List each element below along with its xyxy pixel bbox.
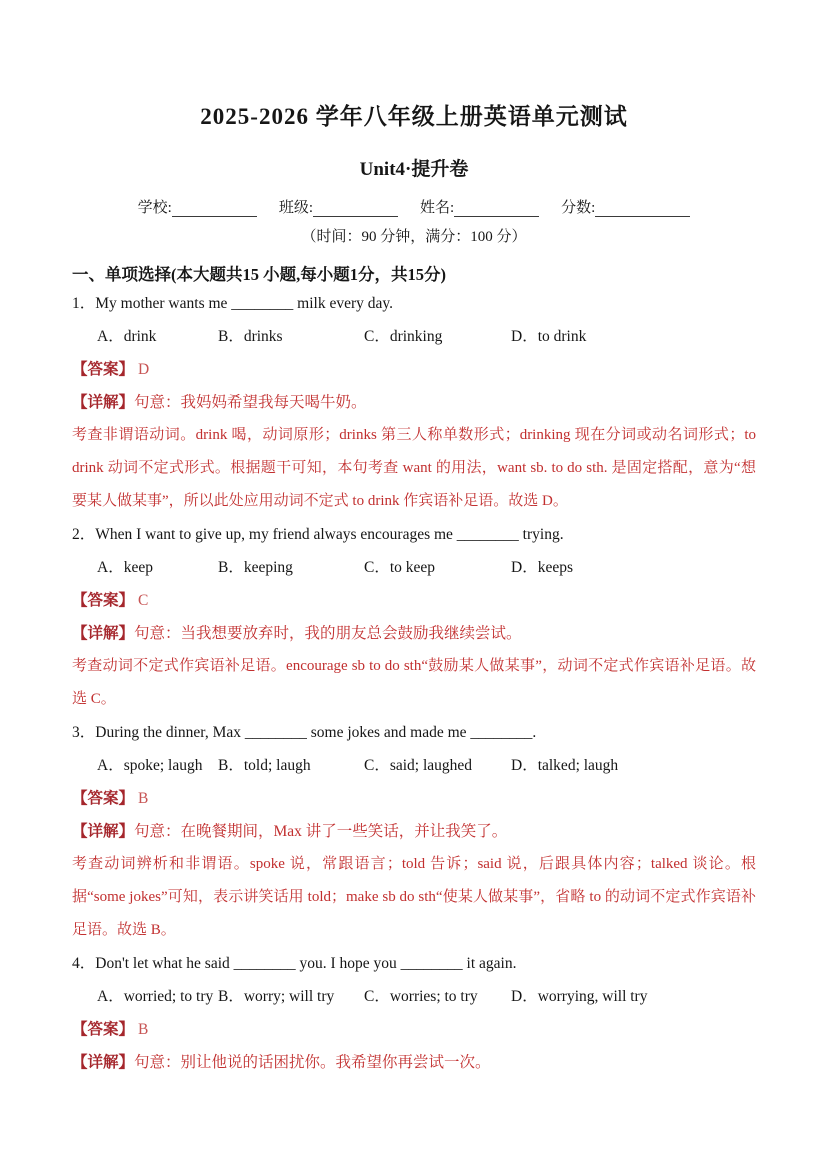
option-a: A．keep [97,559,153,576]
options-row [72,551,756,584]
option-c: C．drinking [364,328,443,345]
explanation-label: 【详解】 [72,394,135,411]
option-d: D．worrying, will try [511,988,648,1005]
name-blank [454,200,539,217]
question-item [72,287,756,518]
analysis-paragraph: 考查非谓语动词。drink 喝，动词原形；drinks 第三人称单数形式；drinking 现在分词或动名词形式；to drink 动词不定式形式。根据题干可知，本句考查 want 的用法，want sb. to do sth. 是固定搭配，意为“想要某人做某事”，所以此处应用动词不定式 to drink 作宾语补足语。故选 D。 [72,427,756,509]
option-b: B．drinks [218,328,283,345]
answer-line [72,353,756,386]
answer-label: 【答案】 [72,592,135,609]
question-stem: 2．When I want to give up, my friend always encourages me ________ trying. [72,526,564,543]
option-d: D．keeps [511,559,573,576]
school-blank [172,200,257,217]
class-blank [313,200,398,217]
option-c: C．said; laughed [364,757,473,774]
answer-label: 【答案】 [72,1021,135,1038]
exam-title: 2025-2026 学年八年级上册英语单元测试 [200,104,628,129]
explanation-sentence: 句意：别让他说的话困扰你。我希望你再尝试一次。 [134,1054,491,1071]
answer-value: B [138,1021,149,1038]
explanation-line [72,1046,756,1079]
analysis-paragraph: 考查动词不定式作宾语补足语。encourage sb to do sth“鼓励某人做某事”，动词不定式作宾语补足语。故选 C。 [72,658,756,707]
name-field [420,199,539,217]
explanation-sentence: 句意：在晚餐期间，Max 讲了一些笑话，并让我笑了。 [134,823,508,840]
answer-line [72,584,756,617]
score-field [561,199,690,217]
answer-label: 【答案】 [72,790,135,807]
option-c: C．to keep [364,559,436,576]
option-b: B．worry; will try [218,988,335,1005]
answer-value: D [138,361,150,378]
explanation-sentence: 句意：当我想要放弃时，我的朋友总会鼓励我继续尝试。 [134,625,522,642]
school-field [138,199,257,217]
exam-subtitle: Unit4·提升卷 [359,159,469,180]
option-d: D．to drink [511,328,587,345]
class-field [279,199,398,217]
answer-line [72,1013,756,1046]
option-d: D．talked; laugh [511,757,619,774]
explanation-sentence: 句意：我妈妈希望我每天喝牛奶。 [134,394,367,411]
school-label: 学校: [137,200,172,216]
score-label: 分数: [561,200,596,216]
section-heading: 一、单项选择(本大题共15 小题,每小题1分，共15分) [72,265,446,284]
question-stem: 1．My mother wants me ________ milk every day. [72,295,393,312]
explanation-line [72,386,756,419]
question-stem: 3．During the dinner, Max ________ some jokes and made me ________. [72,724,537,741]
options-row [72,749,756,782]
exam-time-info: （时间：90 分钟，满分：100 分） [301,229,527,245]
option-c: C．worries; to try [364,988,478,1005]
score-blank [595,200,690,217]
options-row [72,320,756,353]
name-label: 姓名: [420,200,455,216]
analysis-paragraph: 考查动词辨析和非谓语。spoke 说，常跟语言；told 告诉；said 说，后跟具体内容；talked 谈论。根据“some jokes”可知，表示讲笑话用 told；make sb do sth“使某人做某事”，省略 to 的动词不定式作宾语补足语。故选 B。 [72,856,756,938]
student-info-row [72,197,756,217]
question-stem: 4．Don't let what he said ________ you. I hope you ________ it again. [72,955,517,972]
answer-value: B [138,790,149,807]
explanation-label: 【详解】 [72,823,135,840]
question-item [72,716,756,947]
option-b: B．keeping [218,559,293,576]
option-a: A．drink [97,328,157,345]
questions-list [72,287,756,1079]
option-b: B．told; laugh [218,757,311,774]
explanation-line [72,815,756,848]
document-content [0,102,827,1079]
option-a: A．spoke; laugh [97,757,203,774]
answer-line [72,782,756,815]
explanation-label: 【详解】 [72,1054,135,1071]
answer-label: 【答案】 [72,361,135,378]
option-a: A．worried; to try [97,988,214,1005]
class-label: 班级: [278,200,313,216]
explanation-line [72,617,756,650]
options-row [72,980,756,1013]
question-item [72,518,756,716]
answer-value: C [138,592,149,609]
question-item [72,947,756,1079]
explanation-label: 【详解】 [72,625,135,642]
